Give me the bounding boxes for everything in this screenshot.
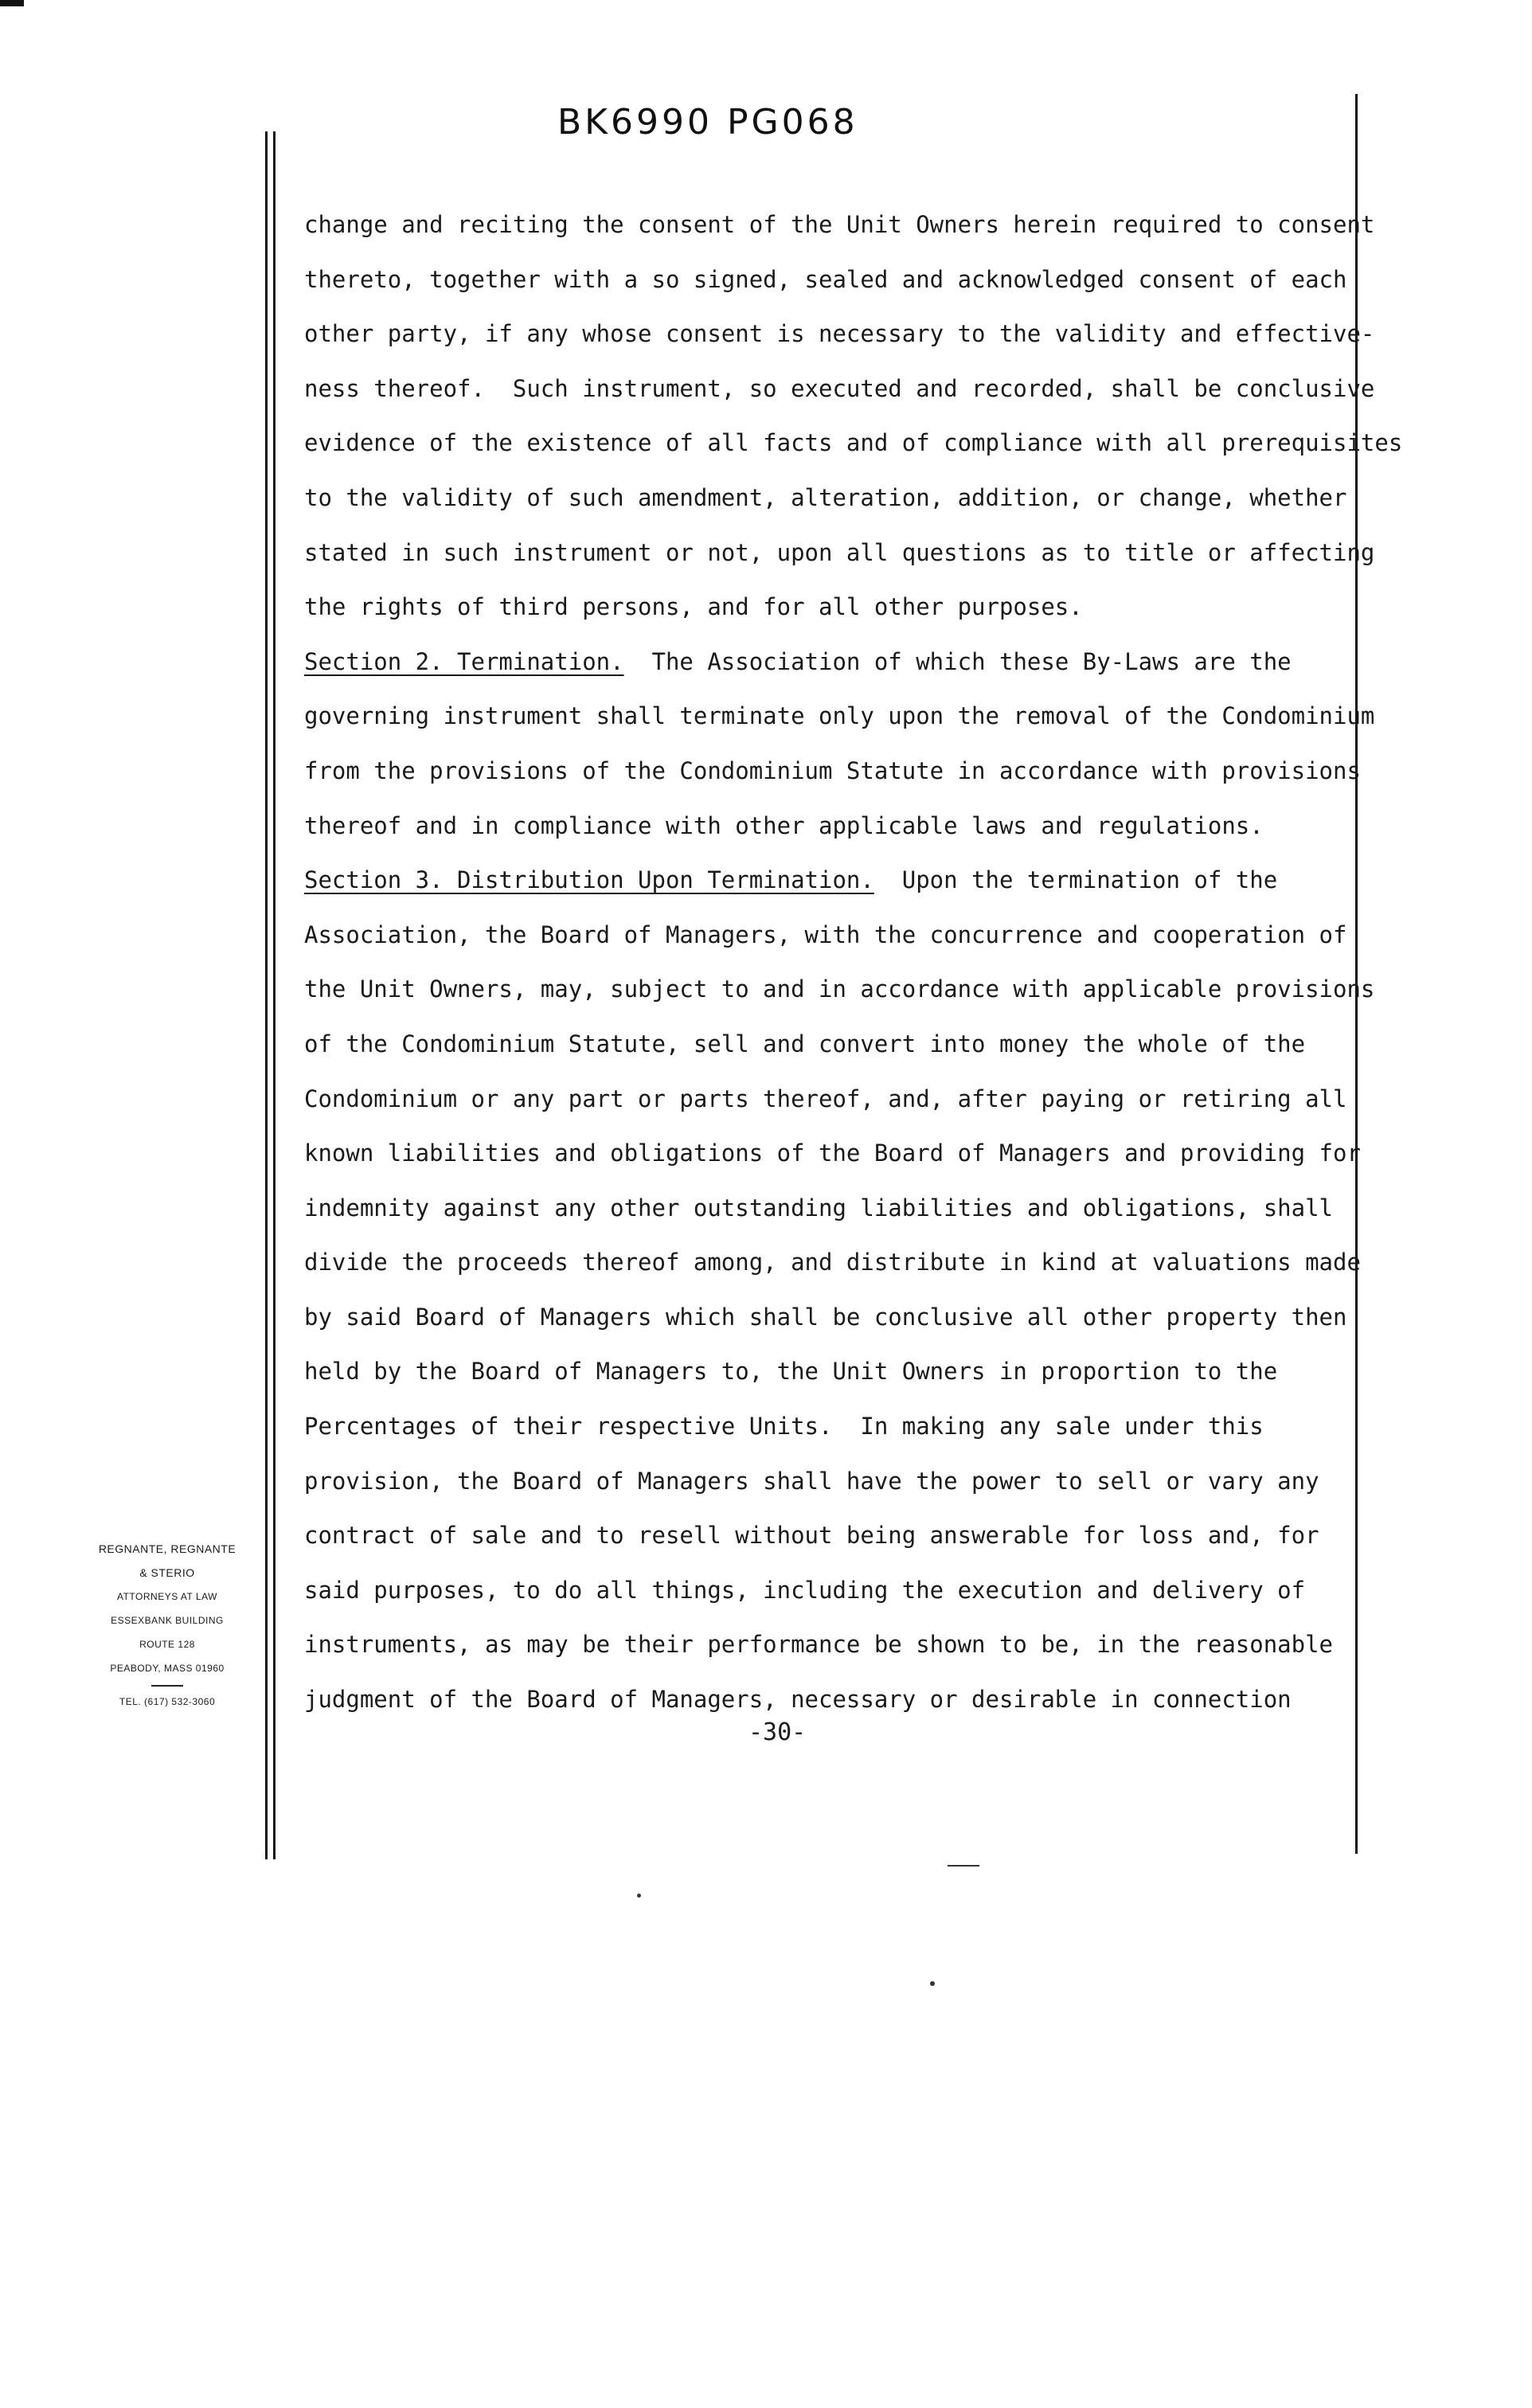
body-text [304,197,1403,1727]
line-text: provision, the Board of Managers shall have the power to sell or vary any [304,1467,1319,1495]
line-text: to the validity of such amendment, alteration, addition, or change, whether [304,483,1347,511]
line-text: evidence of the existence of all facts and of compliance with all prerequisites [304,429,1403,457]
text-line [304,853,1347,908]
text-line [304,1399,1347,1454]
law-firm-block [64,1537,271,1714]
line-text: governing instrument shall terminate only upon the removal of the Condominium [304,702,1375,730]
text-line [304,1344,1347,1399]
text-line [304,1126,1361,1181]
line-text: divide the proceeds thereof among, and distribute in kind at valuations made [304,1249,1361,1276]
text-line [304,1290,1347,1345]
text-line [304,689,1375,744]
firm-name-line1: REGNANTE, REGNANTE [98,1542,236,1555]
text-line [304,580,1347,635]
firm-title: ATTORNEYS AT LAW [116,1591,218,1602]
line-text: instruments, as may be their performance be shown to be, in the reasonable [304,1631,1334,1659]
scan-artifact [0,0,24,6]
scan-speck [930,1981,935,1986]
line-text: thereof and in compliance with other applicable laws and regulations. [304,811,1264,839]
line-text: the rights of third persons, and for all other purposes. [304,593,1083,621]
text-line [304,197,1375,252]
left-margin-rule-inner [273,131,276,1859]
text-line [304,252,1347,307]
text-line [304,471,1347,526]
line-text: held by the Board of Managers to, the Unit Owners in proportion to the [304,1358,1278,1386]
text-line [304,908,1347,963]
line-text: thereto, together with a so signed, sealed and acknowledged consent of each [304,265,1347,293]
text-line [304,1563,1347,1618]
text-line [304,1508,1347,1563]
line-text: by said Board of Managers which shall be conclusive all other property then [304,1303,1347,1331]
text-line [304,307,1375,362]
scan-speck [637,1894,641,1898]
firm-phone: TEL. (617) 532-3060 [119,1696,216,1707]
text-line [304,1181,1347,1236]
text-line [304,799,1347,854]
scan-speck [948,1865,979,1867]
firm-divider [151,1685,183,1687]
text-line [304,635,1347,690]
line-text: judgment of the Board of Managers, necessary or desirable in connection [304,1686,1292,1714]
line-text: The Association of which these By-Laws are the [623,647,1292,675]
book-page-header: BK6990 PG068 [557,102,858,143]
line-text: other party, if any whose consent is necessary to the validity and effective- [304,320,1375,348]
page-number: -30- [748,1718,807,1746]
line-text: of the Condominium Statute, sell and convert into money the whole of the [304,1030,1306,1057]
line-text: Percentages of their respective Units. In making any sale under this [304,1413,1264,1440]
firm-city: PEABODY, MASS 01960 [110,1663,225,1674]
text-line [304,526,1375,580]
line-text: said purposes, to do all things, including the execution and delivery of [304,1576,1306,1604]
text-line [304,1072,1347,1127]
line-text: Upon the termination of the [873,866,1278,894]
line-text: ness thereof. Such instrument, so executed and recorded, shall be conclusive [304,374,1375,402]
text-line [304,1672,1347,1727]
firm-name-line2: & STERIO [139,1566,195,1579]
line-text: known liabilities and obligations of the Board of Managers and providing for [304,1140,1361,1167]
section-heading: Section 3. Distribution Upon Termination. [304,866,874,894]
text-line [304,1454,1347,1509]
line-text: Condominium or any part or parts thereof, and, after paying or retiring all [304,1085,1347,1112]
text-line [304,362,1375,416]
line-text: contract of sale and to resell without being answerable for loss and, for [304,1522,1319,1550]
line-text: stated in such instrument or not, upon all questions as to title or affecting [304,538,1375,566]
text-line [304,1617,1347,1672]
firm-route: ROUTE 128 [139,1639,195,1650]
line-text: Association, the Board of Managers, with the concurrence and cooperation of [304,921,1347,948]
line-text: indemnity against any other outstanding liabilities and obligations, shall [304,1194,1334,1222]
line-text: the Unit Owners, may, subject to and in accordance with applicable provisions [304,975,1375,1003]
line-text: change and reciting the consent of the Unit Owners herein required to consent [304,211,1375,238]
right-margin-rule [1355,94,1358,1854]
section-heading: Section 2. Termination. [304,647,624,675]
firm-building: ESSEXBANK BUILDING [111,1615,224,1626]
text-line [304,962,1375,1017]
text-line [304,1235,1361,1290]
text-line [304,744,1361,799]
text-line [304,416,1403,471]
text-line [304,1017,1347,1072]
line-text: from the provisions of the Condominium Statute in accordance with provisions [304,756,1361,784]
